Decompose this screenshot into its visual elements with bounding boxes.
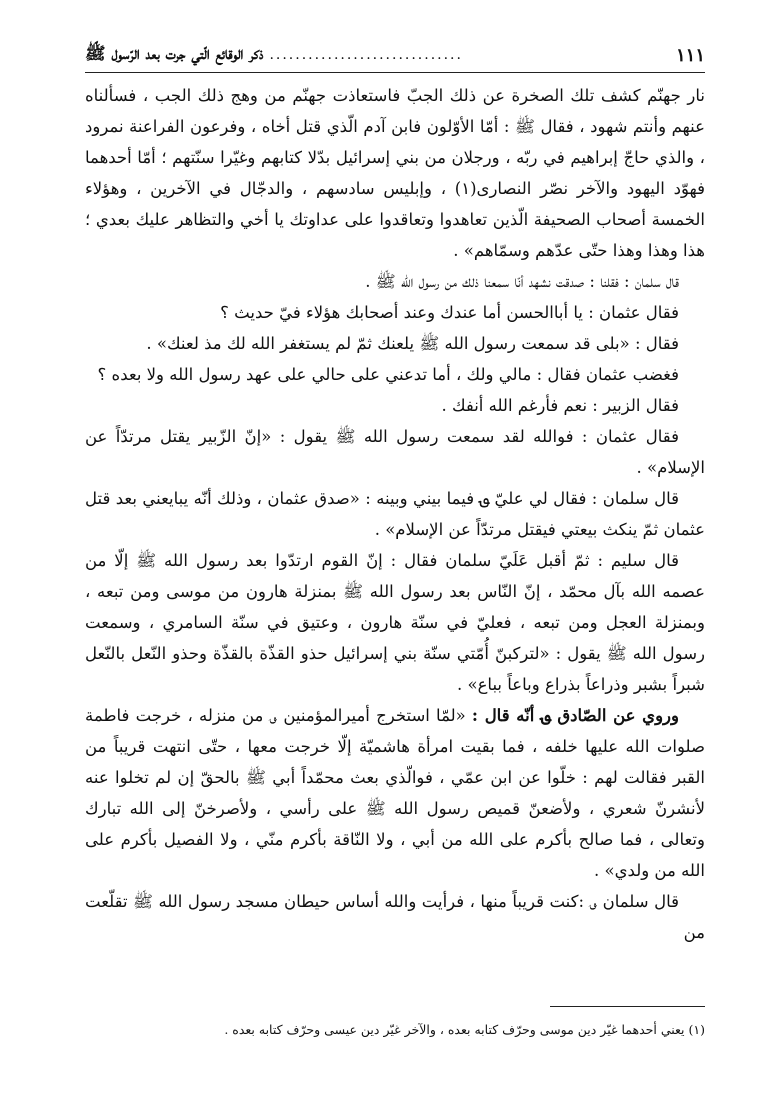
paragraph-5: فغضب عثمان فقال : مالي ولك ، أما تدعني على حالي على عهد رسول الله ولا بعده ؟ bbox=[97, 365, 679, 384]
paragraph-2: قال سلمان : فقلنا : صدقت نشهد أنّا سمعنا ذلك من رسول الله ﷺ . bbox=[365, 272, 679, 291]
main-text bbox=[85, 80, 705, 948]
paragraph-6: فقال الزبير : نعم فأرغم الله أنفك . bbox=[441, 396, 679, 415]
paragraph-10-lead: وروي عن الصّادق ؈ أنّه قال : bbox=[471, 706, 679, 725]
paragraph-3: فقال عثمان : يا أباالحسن أما عندك وعند أصحابك هؤلاء فيّ حديث ؟ bbox=[220, 303, 679, 322]
running-header bbox=[85, 38, 705, 72]
paragraph-9: قال سليم : ثمّ أقبل عَلَيّ سلمان فقال : إنّ القوم ارتدّوا بعد رسول الله ﷺ إلّا من عصمه الله بآل محمّد ، إنّ النّاس بعد رسول الله ﷺ بمنزلة هارون من موسى ومن تبعه ، وبمنزلة العجل ومن تبعه ، فعليّ في سنّة هارون ، وعتيق في سنّة السامري ، وسمعت رسول الله ﷺ يقول : «لتركبنّ أُمّتي سنّة بني إسرائيل حذو القذّة بالقذّة وحذو النّعل بالنّعل شبراً بشبر وذراعاً بذراع وباعاً بباع» . bbox=[85, 551, 705, 694]
paragraph-1: نار جهنّم كشف تلك الصخرة عن ذلك الجبّ فاستعاذت جهنّم من وهج ذلك الجب ، فسألناه عنهم وأنتم شهود ، فقال ﷺ : أمّا الأوّلون فابن آدم الّذي قتل أخاه ، وفرعون الفراعنة نمرود ، والذي حاجّ إبراهيم في ربّه ، ورجلان من بني إسرائيل بدّلا كتابهم وغيّرا سنّتهم ؛ أمّا أحدهما فهوّد اليهود والآخر نصّر النصارى(١) ، وإبليس سادسهم ، والدجّال في الآخرين ، وهؤلاء الخمسة أصحاب الصحيفة الّذين تعاهدوا وتعاقدوا على عداوتك يا أخي والتظاهر عليك بعدي ؛ هذا وهذا وهذا حتّى عدّهم وسمّاهم» . bbox=[85, 86, 705, 260]
paragraph-4: فقال : «بلى قد سمعت رسول الله ﷺ يلعنك ثمّ لم يستغفر الله لك مذ لعنك» . bbox=[146, 334, 679, 353]
footnote: (١) يعني أحدهما غيّر دين موسى وحرّف كتابه بعده ، والآخر غيّر دين عيسى وحرّف كتابه بعده . bbox=[224, 1022, 705, 1037]
paragraph-10 bbox=[85, 700, 705, 886]
page-number: ١١١ bbox=[675, 44, 705, 66]
footnote-divider bbox=[550, 1006, 705, 1007]
paragraph-11: قال سلمان ؈ :كنت قريباً منها ، فرأيت والله أساس حيطان مسجد رسول الله ﷺ تقلّعت من bbox=[85, 892, 705, 942]
header-title: ذكر الوقائع الّتي جرت بعد الرّسول ﷺ bbox=[85, 43, 264, 64]
paragraph-8: قال سلمان : فقال لي عليّ ؈ فيما بيني وبينه : «صدق عثمان ، وذلك أنّه يبايعني بعد قتل عثمان ثمّ ينكث بيعتي فيقتل مرتدّاً عن الإسلام» . bbox=[85, 489, 705, 539]
paragraph-10-text: «لمّا استخرج أميرالمؤمنين ؈ من منزله ، خرجت فاطمة صلوات الله عليها خلفه ، فما بقيت امرأة هاشميّة إلّا خرجت معها ، حتّى انتهت قريباً من القبر فقالت لهم : خلّوا عن ابن عمّي ، فوالّذي بعث محمّداً أبي ﷺ بالحقّ إن لم تخلوا عنه لأنشرنّ شعري ، ولأضعنّ قميص رسول الله ﷺ على رأسي ، ولأصرخنّ إلى الله تبارك وتعالى ، فما صالح بأكرم على الله من أبي ، ولا النّاقة بأكرم منّي ، ولا الفصيل بأكرم على الله من ولدي» . bbox=[85, 706, 705, 880]
header-leader-dots: .............................. bbox=[269, 47, 463, 63]
paragraph-7: فقال عثمان : فوالله لقد سمعت رسول الله ﷺ يقول : «إنّ الزّبير يقتل مرتدّاً عن الإسلام» . bbox=[85, 427, 705, 477]
header-divider bbox=[85, 72, 705, 73]
